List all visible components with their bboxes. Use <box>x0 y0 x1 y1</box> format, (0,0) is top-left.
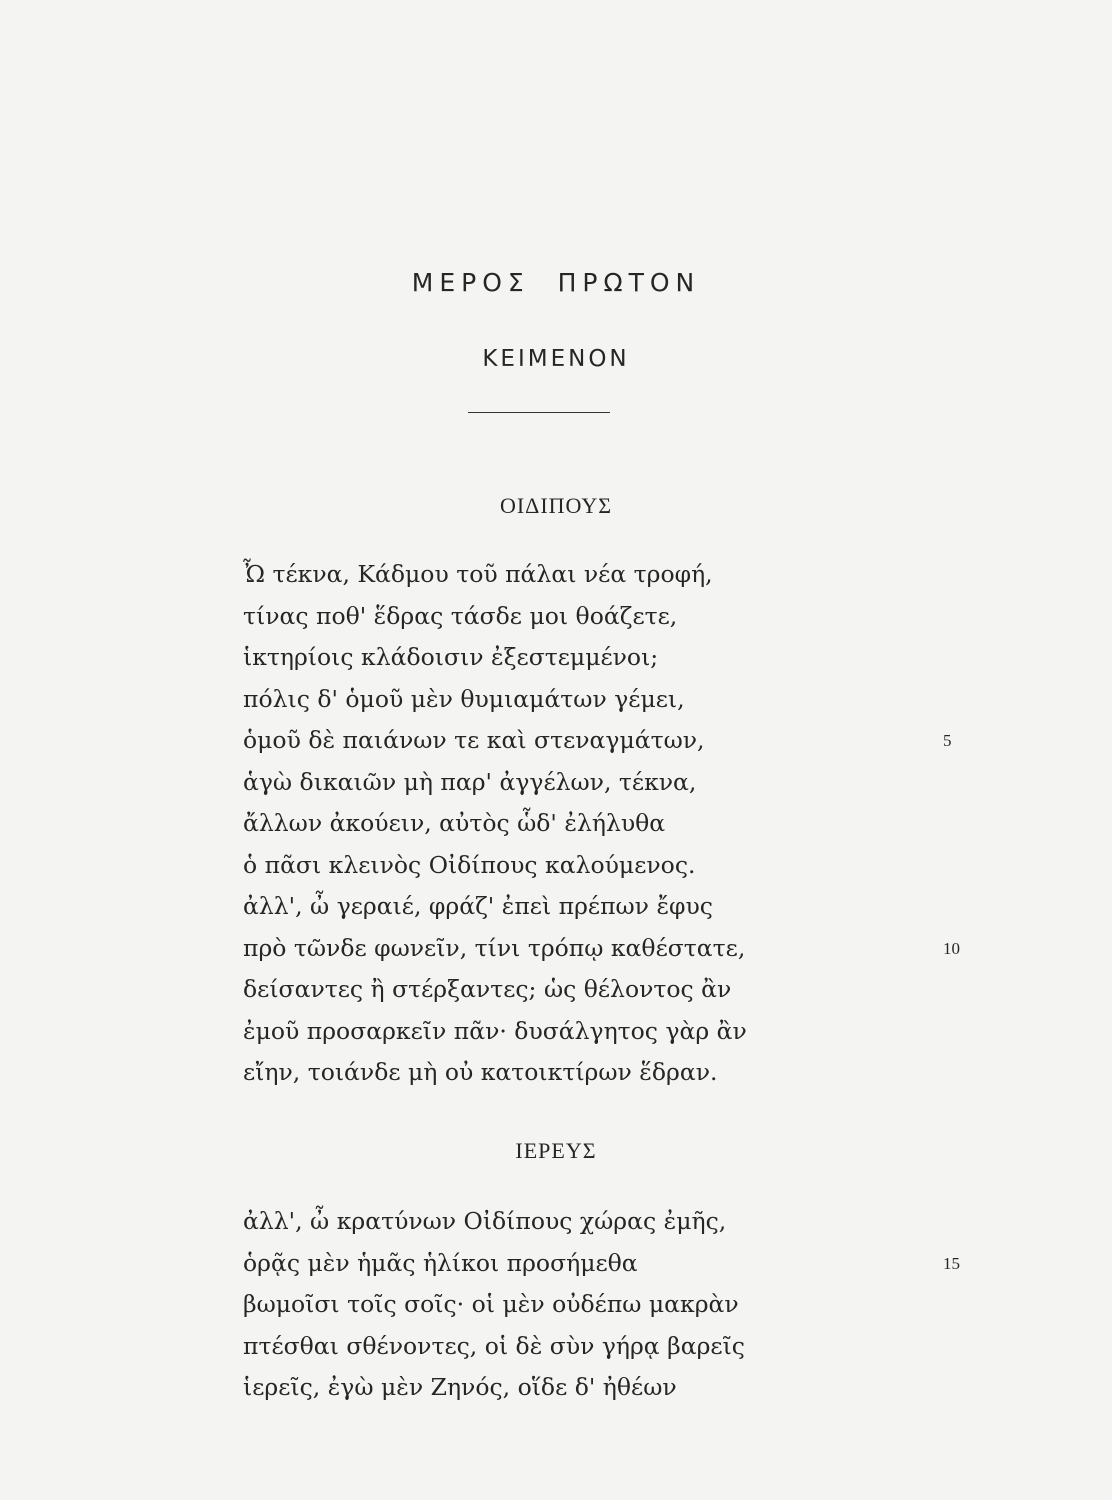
verse-line: ἐμοῦ προσαρκεῖν πᾶν· δυσάλγητος γὰρ ἂν <box>243 1016 747 1045</box>
verse-line: ἁγὼ δικαιῶν μὴ παρ' ἀγγέλων, τέκνα, <box>243 767 697 796</box>
verse-line: ἀλλ', ὦ γεραιέ, φράζ' ἐπεὶ πρέπων ἔφυς <box>243 892 713 920</box>
verse-line: βωμοῖσι τοῖς σοῖς· οἱ μὲν οὐδέπω μακρὰν <box>243 1290 739 1318</box>
verse-line: πρὸ τῶνδε φωνεῖν, τίνι τρόπῳ καθέστατε, 10 <box>243 928 883 970</box>
line-number: 5 <box>943 731 952 750</box>
verse-block-oedipus <box>243 554 960 1094</box>
verse-block-priest <box>243 1201 960 1409</box>
verse-line: δείσαντες ἢ στέρξαντες; ὡς θέλοντος ἂν <box>243 975 732 1003</box>
verse-line: τίνας ποθ' ἕδρας τάσδε μοι θοάζετε, <box>243 601 678 630</box>
section-title: ΚΕΙΜΕΝΟΝ <box>482 346 630 372</box>
line-number: 15 <box>943 1253 960 1273</box>
verse-line: πτέσθαι σθένοντες, οἱ δὲ σὺν γήρᾳ βαρεῖς <box>243 1331 745 1360</box>
verse-line: ἄλλων ἀκούειν, αὐτὸς ὧδ' ἐλήλυθα <box>243 809 666 837</box>
verse-line: ἀλλ', ὦ κρατύνων Οἰδίπους χώρας ἐμῆς, <box>243 1207 727 1235</box>
verse-line: Ὦ τέκνα, Κάδμου τοῦ πάλαι νέα τροφή, <box>243 560 713 588</box>
verse-line: πόλις δ' ὁμοῦ μὲν θυμιαμάτων γέμει, <box>243 684 685 713</box>
verse-line: εἴην, τοιάνδε μὴ οὐ κατοικτίρων ἕδραν. <box>243 1058 718 1086</box>
part-title: ΜΕΡΟΣ ΠΡΩΤΟΝ <box>411 268 701 297</box>
speaker-name-priest: ΙΕΡΕΥΣ <box>515 1138 597 1163</box>
line-number: 10 <box>943 938 960 958</box>
speaker-name-oedipus: ΟΙΔΙΠΟΥΣ <box>499 493 613 518</box>
title-divider <box>468 412 610 413</box>
verse-line: ὁ πᾶσι κλεινὸς Οἰδίπους καλούμενος. <box>243 850 696 879</box>
verse-line: ὁμοῦ δὲ παιάνων τε καὶ στεναγμάτων, 5 <box>243 720 883 762</box>
verse-line: ἱερεῖς, ἐγὼ μὲν Ζηνός, οἵδε δ' ἠθέων <box>243 1373 677 1401</box>
verse-line: ἱκτηρίοις κλάδοισιν ἐξεστεμμένοι; <box>243 643 659 671</box>
verse-line: ὁρᾷς μὲν ἡμᾶς ἡλίκοι προσήμεθα 15 <box>243 1243 883 1285</box>
